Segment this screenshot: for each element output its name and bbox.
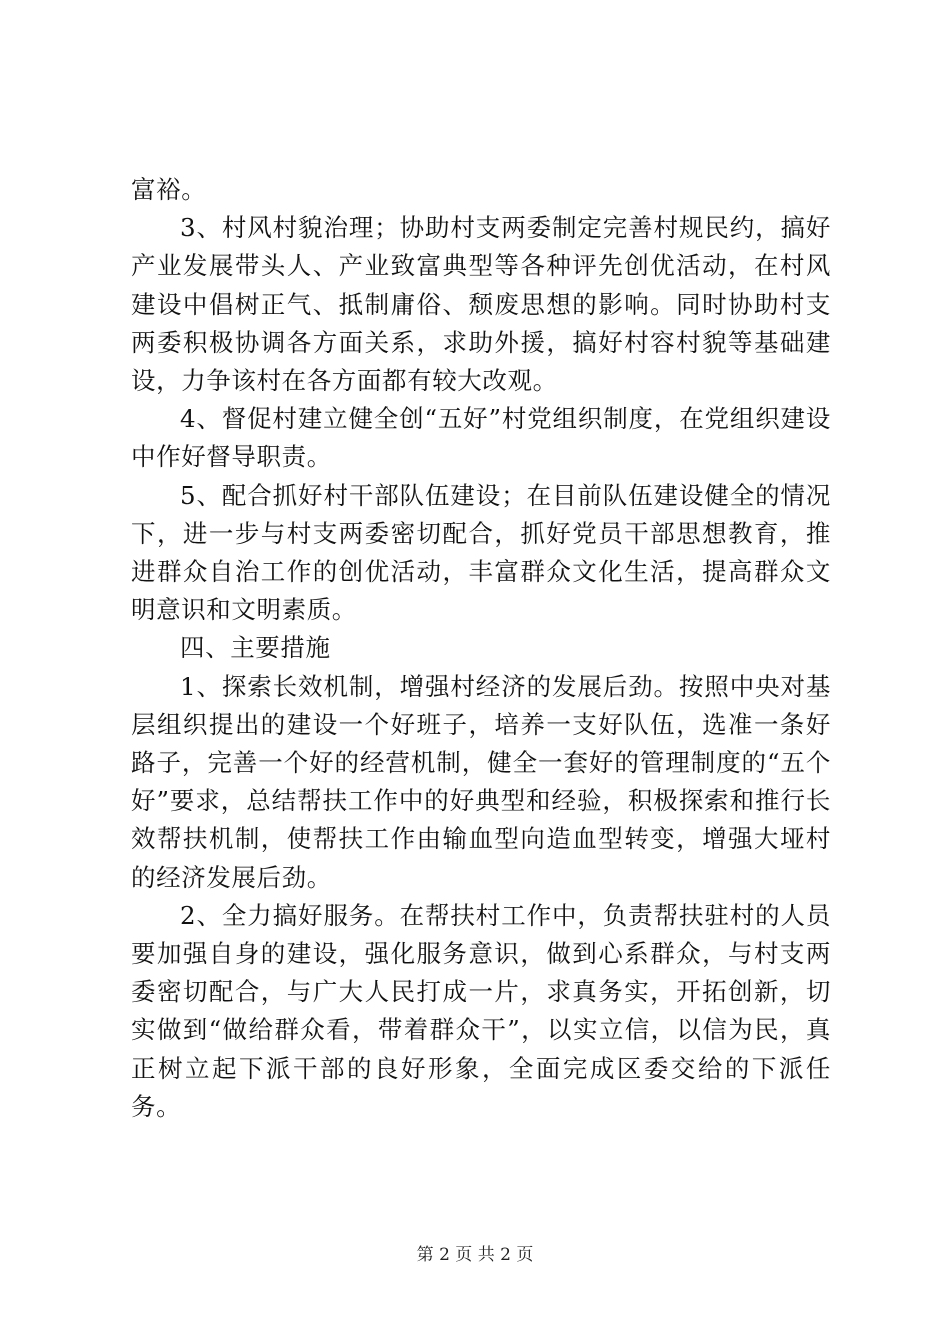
paragraph-item-5: 5、配合抓好村干部队伍建设；在目前队伍建设健全的情况下，进一步与村支两委密切配合，抓好党员干部思想教育，推进群众自治工作的创优活动，丰富群众文化生活，提高群众文明意识和文明素质。 <box>131 480 831 625</box>
measure-item-2: 2、全力搞好服务。在帮扶村工作中，负责帮扶驻村的人员要加强自身的建设，强化服务意识，做到心系群众，与村支两委密切配合，与广大人民打成一片，求真务实，开拓创新，切实做到“做给群众看，带着群众干”，以实立信，以信为民，真正树立起下派干部的良好形象，全面完成区委交给的下派任务。 <box>131 900 831 1121</box>
document-body <box>131 171 831 1126</box>
page-footer: 第 2 页 共 2 页 <box>416 1245 534 1265</box>
measure-item-1: 1、探索长效机制，增强村经济的发展后劲。按照中央对基层组织提出的建设一个好班子，培养一支好队伍，选准一条好路子，完善一个好的经营机制，健全一套好的管理制度的“五个好”要求，总结帮扶工作中的好典型和经验，积极探索和推行长效帮扶机制，使帮扶工作由输血型向造血型转变，增强大垭村的经济发展后劲。 <box>131 671 831 892</box>
section-heading: 四、主要措施 <box>180 633 331 663</box>
paragraph-item-3: 3、村风村貌治理；协助村支两委制定完善村规民约，搞好产业发展带头人、产业致富典型等各种评先创优活动，在村风建设中倡树正气、抵制庸俗、颓废思想的影响。同时协助村支两委积极协调各方面关系，求助外援，搞好村容村貌等基础建设，力争该村在各方面都有较大改观。 <box>131 213 831 396</box>
paragraph-continuation: 富裕。 <box>131 175 207 204</box>
paragraph-item-4: 4、督促村建立健全创“五好”村党组织制度，在党组织建设中作好督导职责。 <box>131 404 831 472</box>
